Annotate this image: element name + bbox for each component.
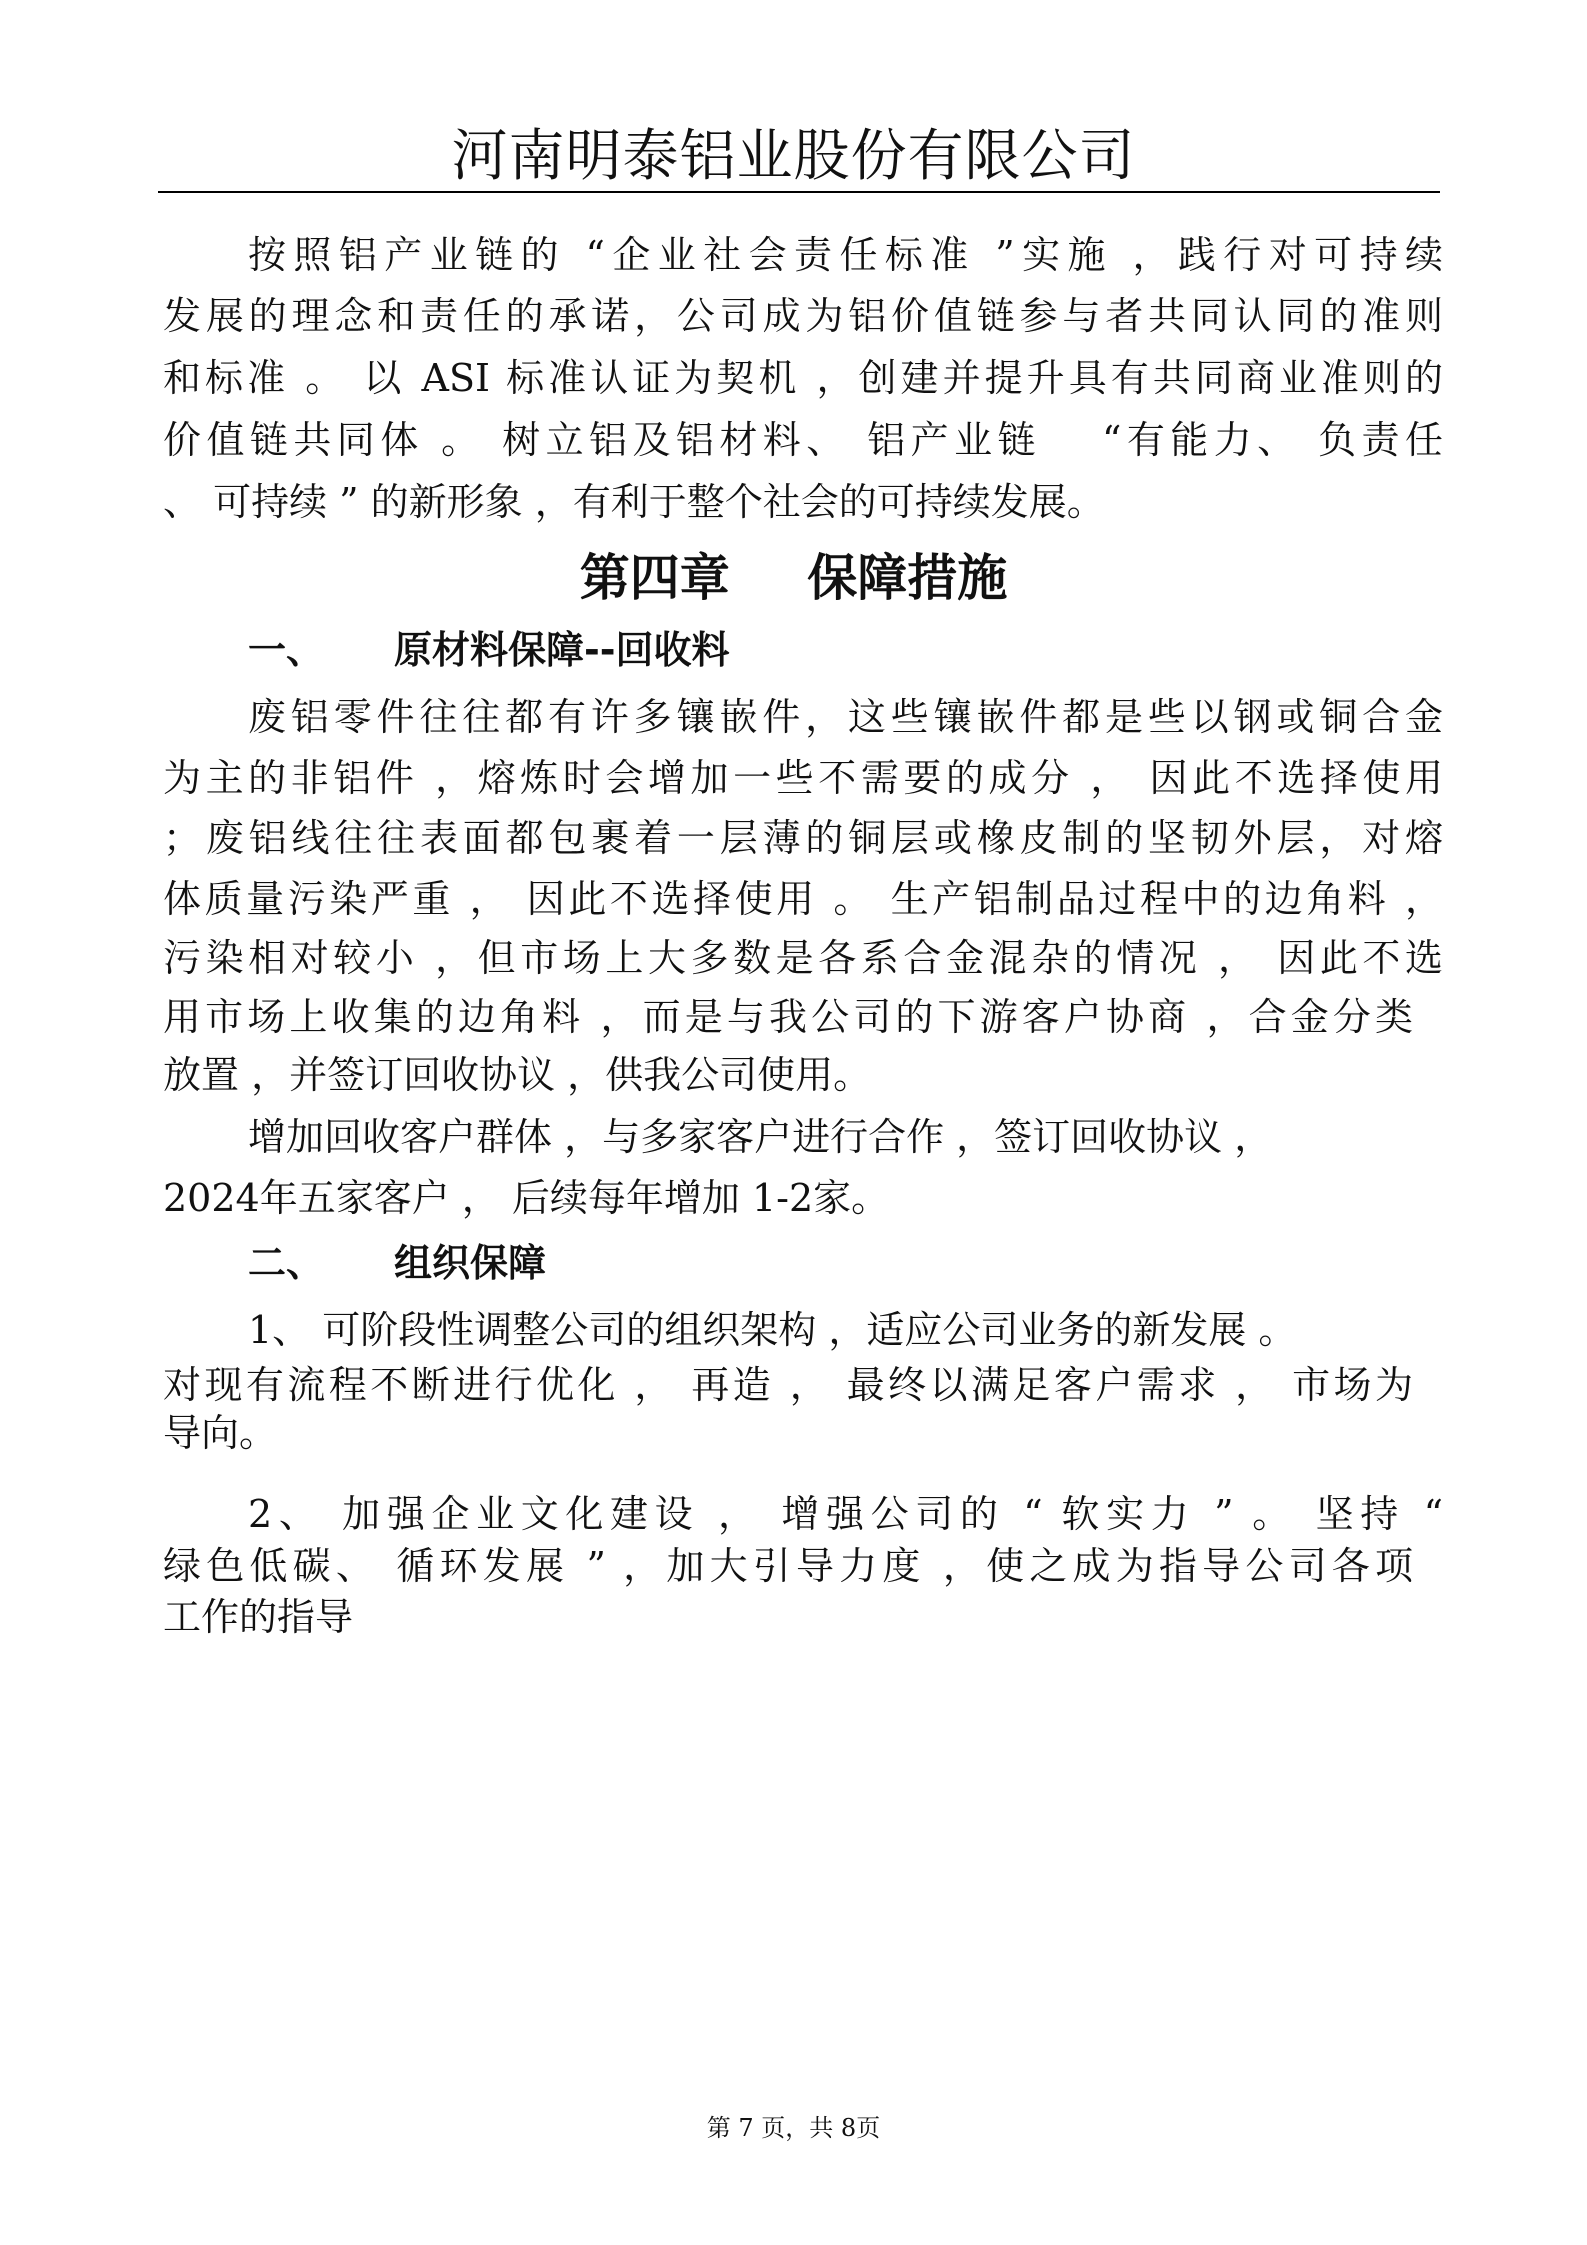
chapter-number: 第四章 (579, 549, 730, 607)
paragraph-line: 增加回收客户群体 ，与多家客户进行合作 ，签订回收协议 ， (248, 1115, 1273, 1159)
section-number: 一、 (248, 628, 325, 672)
paragraph-line: 按照铝产业链的 “企业社会责任标准 ”实施 ，践行对可持续 (248, 233, 1443, 277)
header-divider (158, 191, 1440, 193)
list-item-line: 绿色低碳、 循环发展 ” ，加大引导力度 ，使之成为指导公司各项 (163, 1544, 1413, 1588)
list-item-line: 工作的指导 (163, 1595, 354, 1639)
section-title: 原材料保障--回收料 (394, 628, 730, 672)
paragraph-line: 污染相对较小 ，但市场上大多数是各系合金混杂的情况 ， 因此不选 (163, 936, 1443, 980)
list-item-line: 导向。 (163, 1411, 278, 1455)
paragraph-line: ；废铝线往往表面都包裹着一层薄的铜层或橡皮制的坚韧外层，对熔 (163, 816, 1443, 860)
list-item-line: 1、 可阶段性调整公司的组织架构 ，适应公司业务的新发展 。 (248, 1308, 1297, 1352)
company-title: 河南明泰铝业股份有限公司 (451, 124, 1136, 189)
list-item-line: 对现有流程不断进行优化 ， 再造 ， 最终以满足客户需求 ， 市场为 (163, 1363, 1413, 1407)
chapter-title: 保障措施 (807, 549, 1008, 607)
paragraph-line: 体质量污染严重 ， 因此不选择使用 。 生产铝制品过程中的边角料 ， (163, 877, 1443, 921)
section-heading-2 (248, 1232, 616, 1287)
section-number: 二、 (248, 1241, 325, 1285)
page-footer: 第 7 页，共 8页 (706, 2114, 881, 2142)
paragraph-line: 放置 ，并签订回收协议 ，供我公司使用。 (163, 1053, 872, 1097)
chapter-heading (0, 538, 1587, 610)
paragraph-line: 为主的非铝件 ，熔炼时会增加一些不需要的成分 ， 因此不选择使用 (163, 756, 1443, 800)
paragraph-line: 和标准 。 以 ASI 标准认证为契机 ，创建并提升具有共同商业准则的 (163, 356, 1443, 400)
paragraph-line: 废铝零件往往都有许多镶嵌件，这些镶嵌件都是些以钢或铜合金 (248, 695, 1443, 739)
section-heading-1 (248, 619, 800, 674)
paragraph-line: 价值链共同体 。 树立铝及铝材料、 铝产业链 “有能力、 负责任 (163, 418, 1443, 462)
section-title: 组织保障 (394, 1241, 547, 1285)
paragraph-line: 、 可持续 ” 的新形象 ，有利于整个社会的可持续发展。 (163, 480, 1105, 524)
list-item-line: 2、 加强企业文化建设 ， 增强公司的 “ 软实力 ” 。 坚持 “ (248, 1492, 1443, 1536)
paragraph-line: 发展的理念和责任的承诺，公司成为铝价值链参与者共同认同的准则 (163, 294, 1443, 338)
paragraph-line: 2024年五家客户 ， 后续每年增加 1-2家。 (163, 1176, 890, 1220)
paragraph-line: 用市场上收集的边角料 ，而是与我公司的下游客户协商 ，合金分类 (163, 995, 1413, 1039)
